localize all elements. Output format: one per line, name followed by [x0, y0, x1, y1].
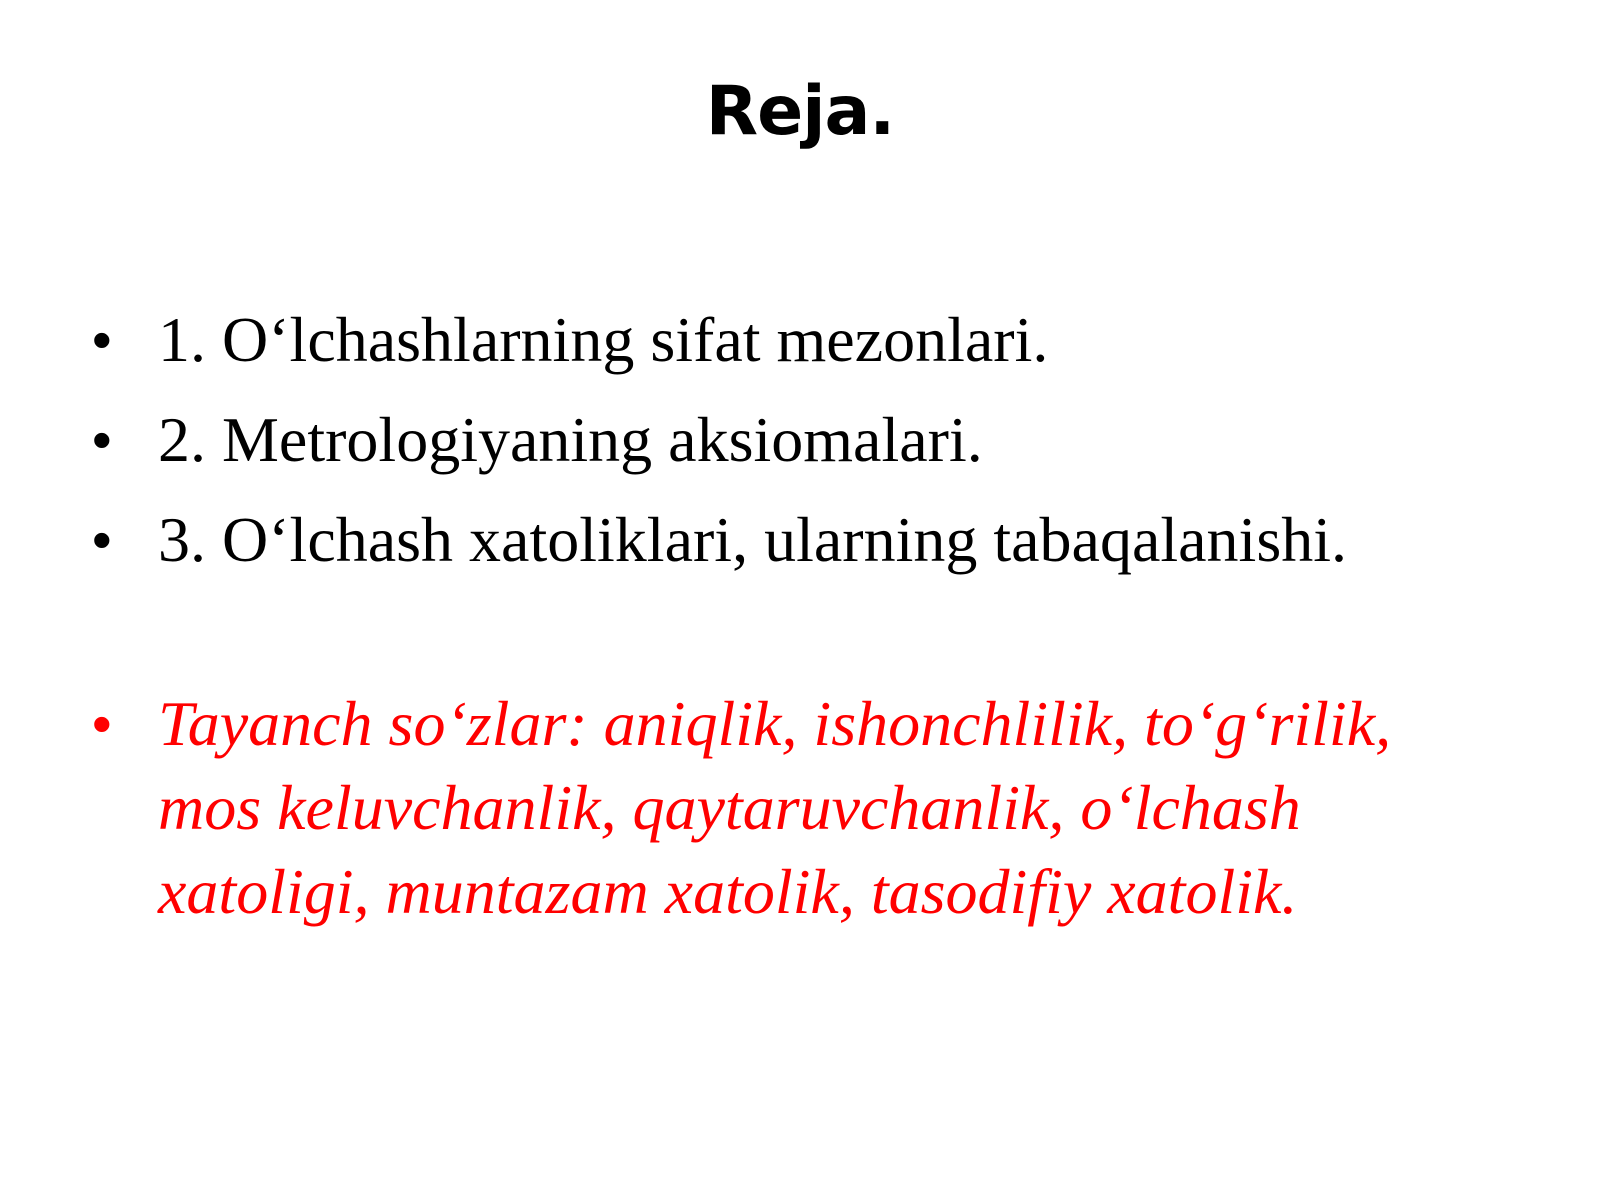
keywords-text: Tayanch so‘zlar: aniqlik, ishonchlilik, to‘g‘rilik, mos keluvchanlik, qaytaruvchanlik, o‘lchash xatoligi, muntazam xatolik, tasodifiy xatolik. [158, 688, 1392, 927]
agenda-item-2 [90, 390, 1560, 490]
agenda-item-3 [90, 490, 1560, 590]
agenda-item-text: 3. O‘lchash xatoliklari, ularning tabaqalanishi. [158, 504, 1347, 575]
keywords-paragraph [90, 682, 1490, 934]
bullet-icon: • [92, 408, 112, 471]
bullet-icon: • [92, 308, 112, 371]
agenda-item-text: 1. O‘lchashlarning sifat mezonlari. [158, 304, 1049, 375]
agenda-item-text: 2. Metrologiyaning aksiomalari. [158, 404, 983, 475]
agenda-item-1 [90, 290, 1560, 390]
agenda-list [90, 290, 1560, 590]
bullet-icon: • [92, 692, 112, 755]
slide-title: Reja. [705, 72, 895, 151]
bullet-icon: • [92, 508, 112, 571]
